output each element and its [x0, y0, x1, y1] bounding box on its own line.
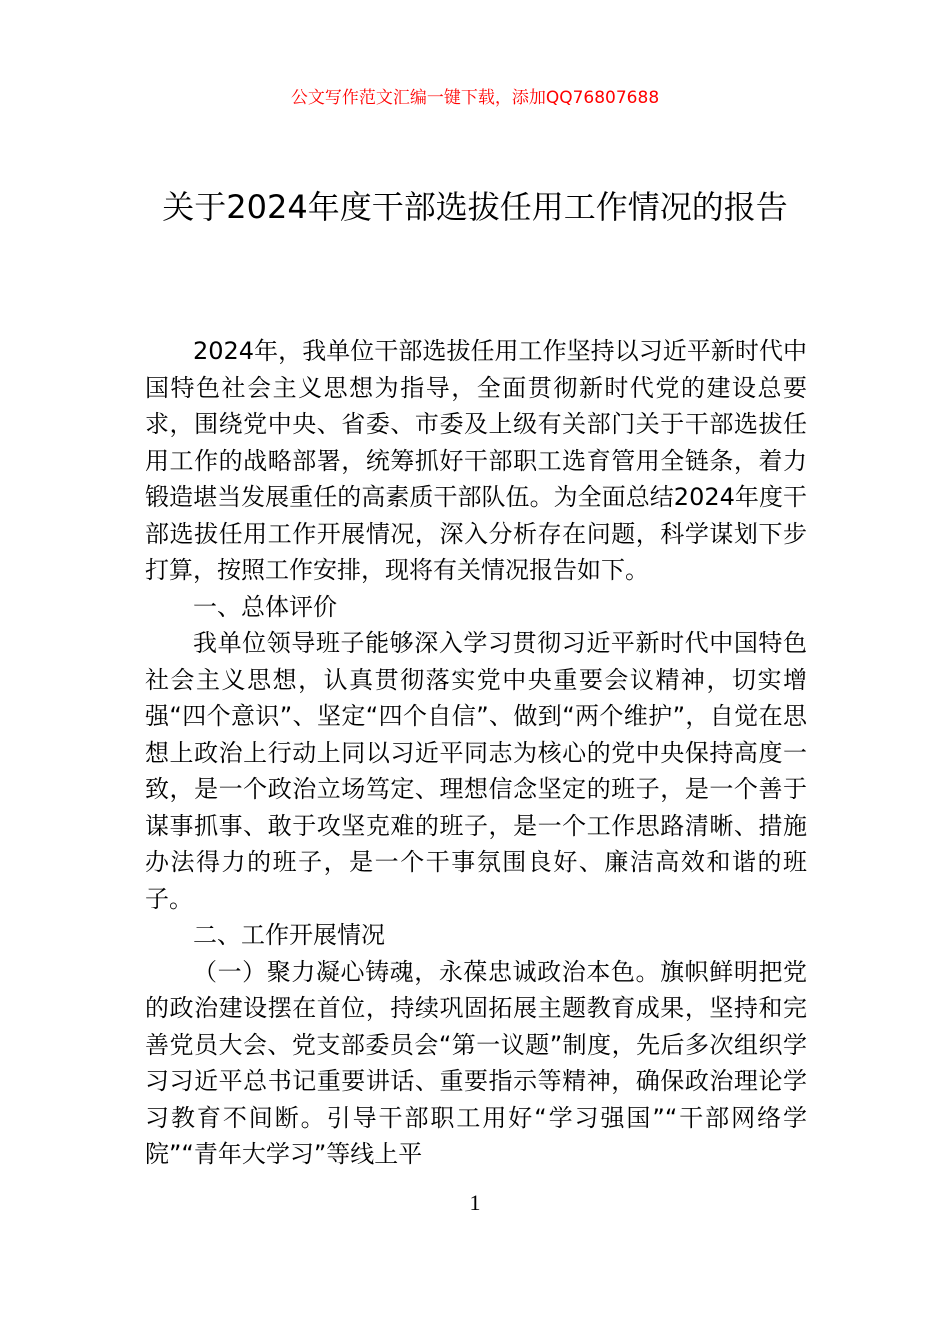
intro-paragraph: 2024年，我单位干部选拔任用工作坚持以习近平新时代中国特色社会主义思想为指导，全面贯彻新时代党的建设总要求，围绕党中央、省委、市委及上级有关部门关于干部选拔任用工作的战略部署，统筹抓好干部职工选育管用全链条，着力锻造堪当发展重任的高素质干部队伍。为全面总结2024年度干部选拔任用工作开展情况，深入分析存在问题，科学谋划下步打算，按照工作安排，现将有关情况报告如下。 [145, 337, 807, 584]
section-heading-overall-evaluation: 一、总体评价 [193, 592, 337, 621]
document-title: 关于2024年度干部选拔任用工作情况的报告 [162, 188, 788, 226]
overall-evaluation-paragraph: 我单位领导班子能够深入学习贯彻习近平新时代中国特色社会主义思想，认真贯彻落实党中央重要会议精神，切实增强“四个意识”、坚定“四个自信”、做到“两个维护”，自觉在思想上政治上行动上同以习近平同志为核心的党中央保持高度一致，是一个政治立场笃定、理想信念坚定的班子，是一个善于谋事抓事、敢于攻坚克难的班子，是一个工作思路清晰、措施办法得力的班子，是一个干事氛围良好、廉洁高效和谐的班子。 [145, 629, 807, 913]
document-body [145, 333, 807, 1173]
download-notice: 公文写作范文汇编一键下载，添加QQ76807688 [290, 88, 660, 108]
page-number: 1 [469, 1190, 481, 1215]
section-heading-work-progress: 二、工作开展情况 [193, 921, 385, 949]
work-progress-paragraph: （一）聚力凝心铸魂，永葆忠诚政治本色。旗帜鲜明把党的政治建设摆在首位，持续巩固拓展主题教育成果，坚持和完善党员大会、党支部委员会“第一议题”制度，先后多次组织学习习近平总书记重要讲话、重要指示等精神，确保政治理论学习教育不间断。引导干部职工用好“学习强国”“干部网络学院”“青年大学习”等线上平 [145, 957, 807, 1168]
